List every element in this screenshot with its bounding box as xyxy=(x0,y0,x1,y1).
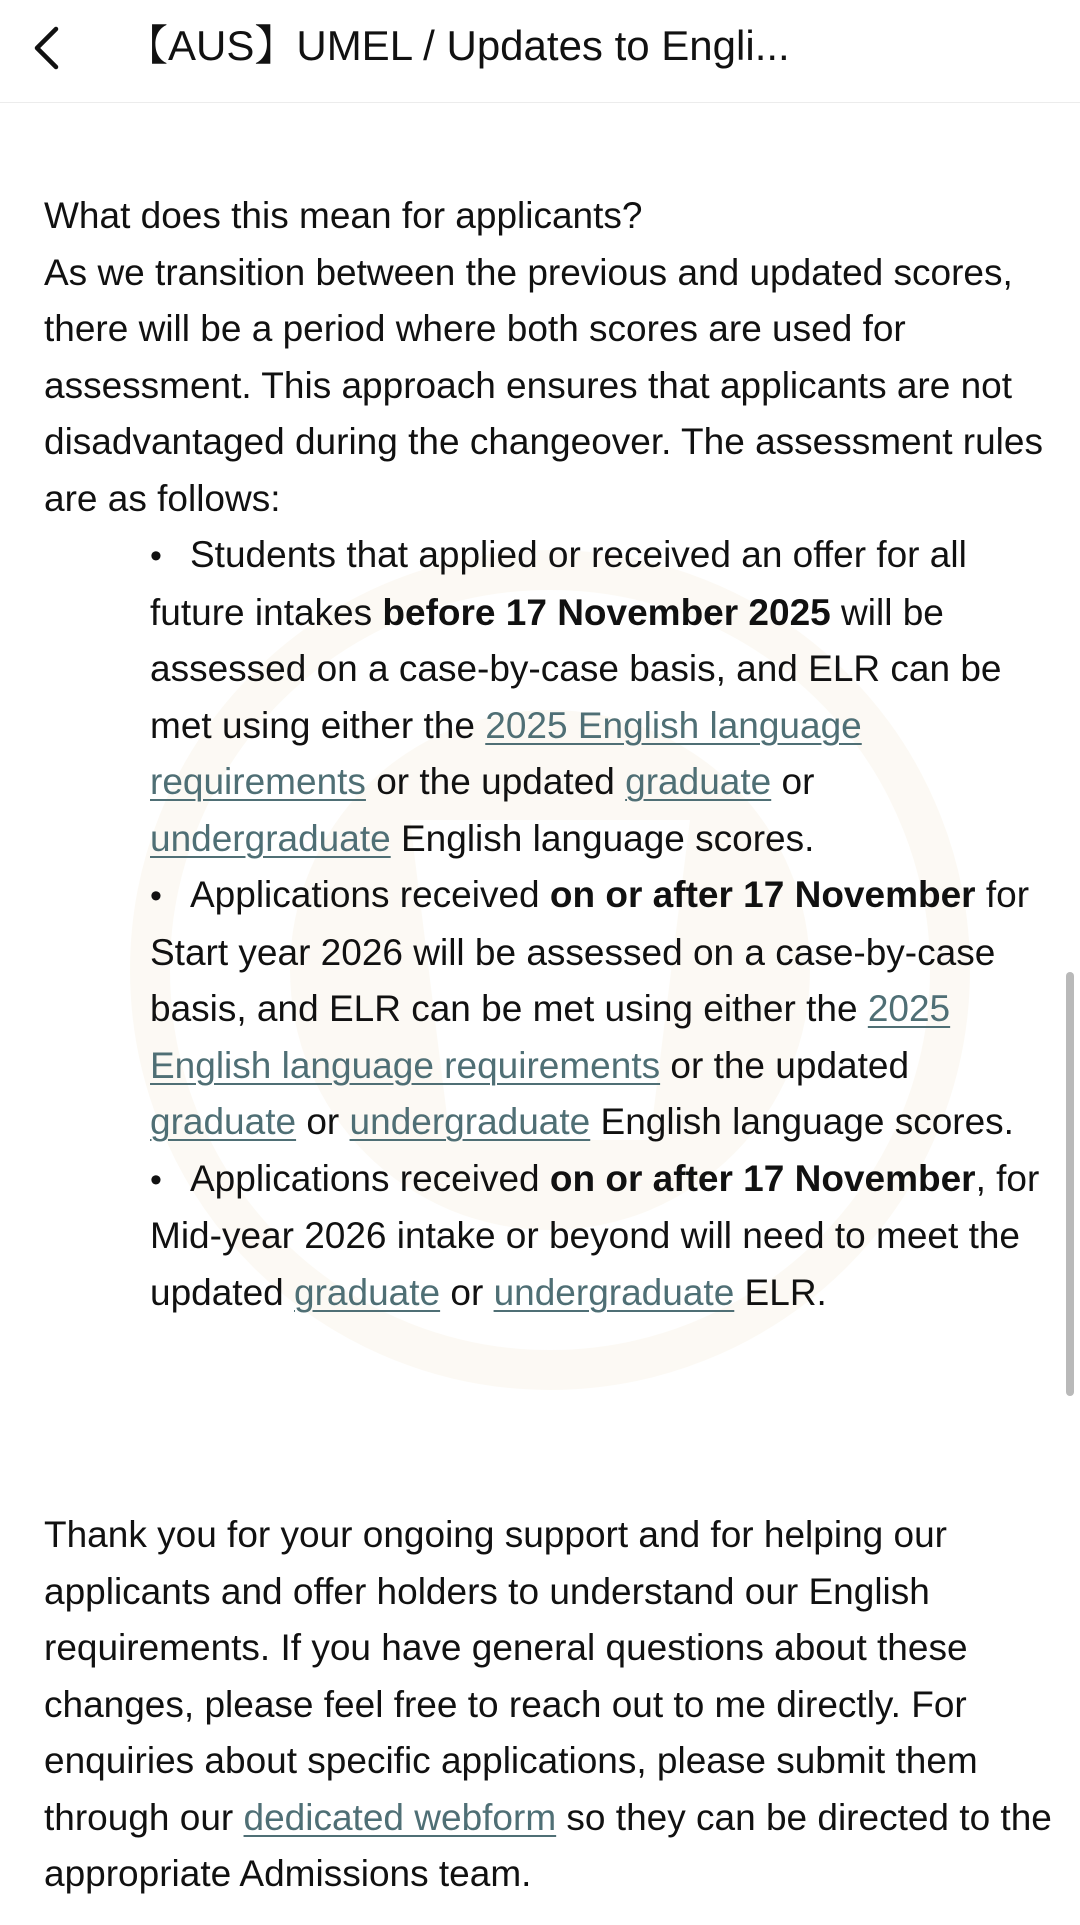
bullet-text: will be assessed on a case-by-case basis, and ELR can be met using either the xyxy=(150,591,1002,746)
bullet-text: or xyxy=(296,1101,350,1142)
closing-paragraph xyxy=(44,1507,1054,1903)
paragraph-text: Thank you for your ongoing support and for helping our applicants and offer holders to understand our English requirements. If you have general questions about these changes, please feel free to reach out to me directly. For enquiries about specific applications, please submit them through our xyxy=(44,1514,978,1838)
paragraph-text: so they can be directed to the appropriate Admissions team. xyxy=(44,1796,1052,1894)
page-title: 【AUS】UMEL / Updates to Engli... xyxy=(126,22,790,69)
applicants-paragraph xyxy=(44,188,1054,527)
undergraduate-link[interactable]: undergraduate xyxy=(493,1271,735,1313)
bullet-text: or the updated xyxy=(365,761,626,802)
bullet-bold-date: on or after 17 November xyxy=(549,874,976,915)
top-nav-bar xyxy=(0,0,1080,103)
bullet-icon: • xyxy=(150,1160,162,1199)
bullet-text: Applications received xyxy=(190,874,550,915)
bullet-text: Students that applied or received an offer for all future intakes xyxy=(150,534,967,633)
bullet-text: Applications received xyxy=(190,1157,550,1199)
list-item xyxy=(150,867,1050,1151)
bullet-text: English language scores. xyxy=(390,817,815,859)
chevron-left-icon xyxy=(30,25,62,71)
paragraph-text: As we transition between the previous and updated scores, there will be a period where both scores are used for assessment. This approach ensures that applicants are not disadvantaged during the changeover. The assessment rules are as follows: xyxy=(44,251,1043,519)
list-item xyxy=(150,527,1050,867)
bullet-text: or the updated xyxy=(660,1044,910,1086)
bullet-bold-date: before 17 November 2025 xyxy=(382,591,831,633)
bullet-text: ELR. xyxy=(734,1271,827,1313)
english-requirements-2025-link[interactable]: 2025 English language requirements xyxy=(150,704,862,802)
bullet-icon: • xyxy=(150,537,162,575)
graduate-link[interactable]: graduate xyxy=(625,761,772,802)
english-requirements-2025-link[interactable]: 2025 English language requirements xyxy=(150,988,951,1086)
undergraduate-link[interactable]: undergraduate xyxy=(349,1101,591,1142)
bullet-text: or xyxy=(771,761,815,802)
bullet-text: or xyxy=(440,1271,494,1313)
bullet-text: English language scores. xyxy=(590,1101,1014,1142)
bullet-text: , for Mid-year 2026 intake or beyond will need to meet the updated xyxy=(150,1157,1040,1313)
bullet-text: for Start year 2026 will be assessed on a case-by-case basis, and ELR can be met using either the xyxy=(150,874,1030,1029)
graduate-link[interactable]: graduate xyxy=(150,1101,297,1142)
vertical-scrollbar[interactable] xyxy=(1066,972,1074,1396)
bullet-bold-date: on or after 17 November xyxy=(549,1157,976,1199)
paragraph-heading: What does this mean for applicants? xyxy=(44,195,643,236)
undergraduate-link[interactable]: undergraduate xyxy=(150,817,391,859)
dedicated-webform-link[interactable]: dedicated webform xyxy=(243,1796,557,1838)
graduate-link[interactable]: graduate xyxy=(294,1271,441,1313)
bullet-icon: • xyxy=(150,877,162,915)
back-button[interactable] xyxy=(14,16,78,80)
assessment-rules-list xyxy=(150,527,1050,1321)
list-item xyxy=(150,1151,1050,1322)
